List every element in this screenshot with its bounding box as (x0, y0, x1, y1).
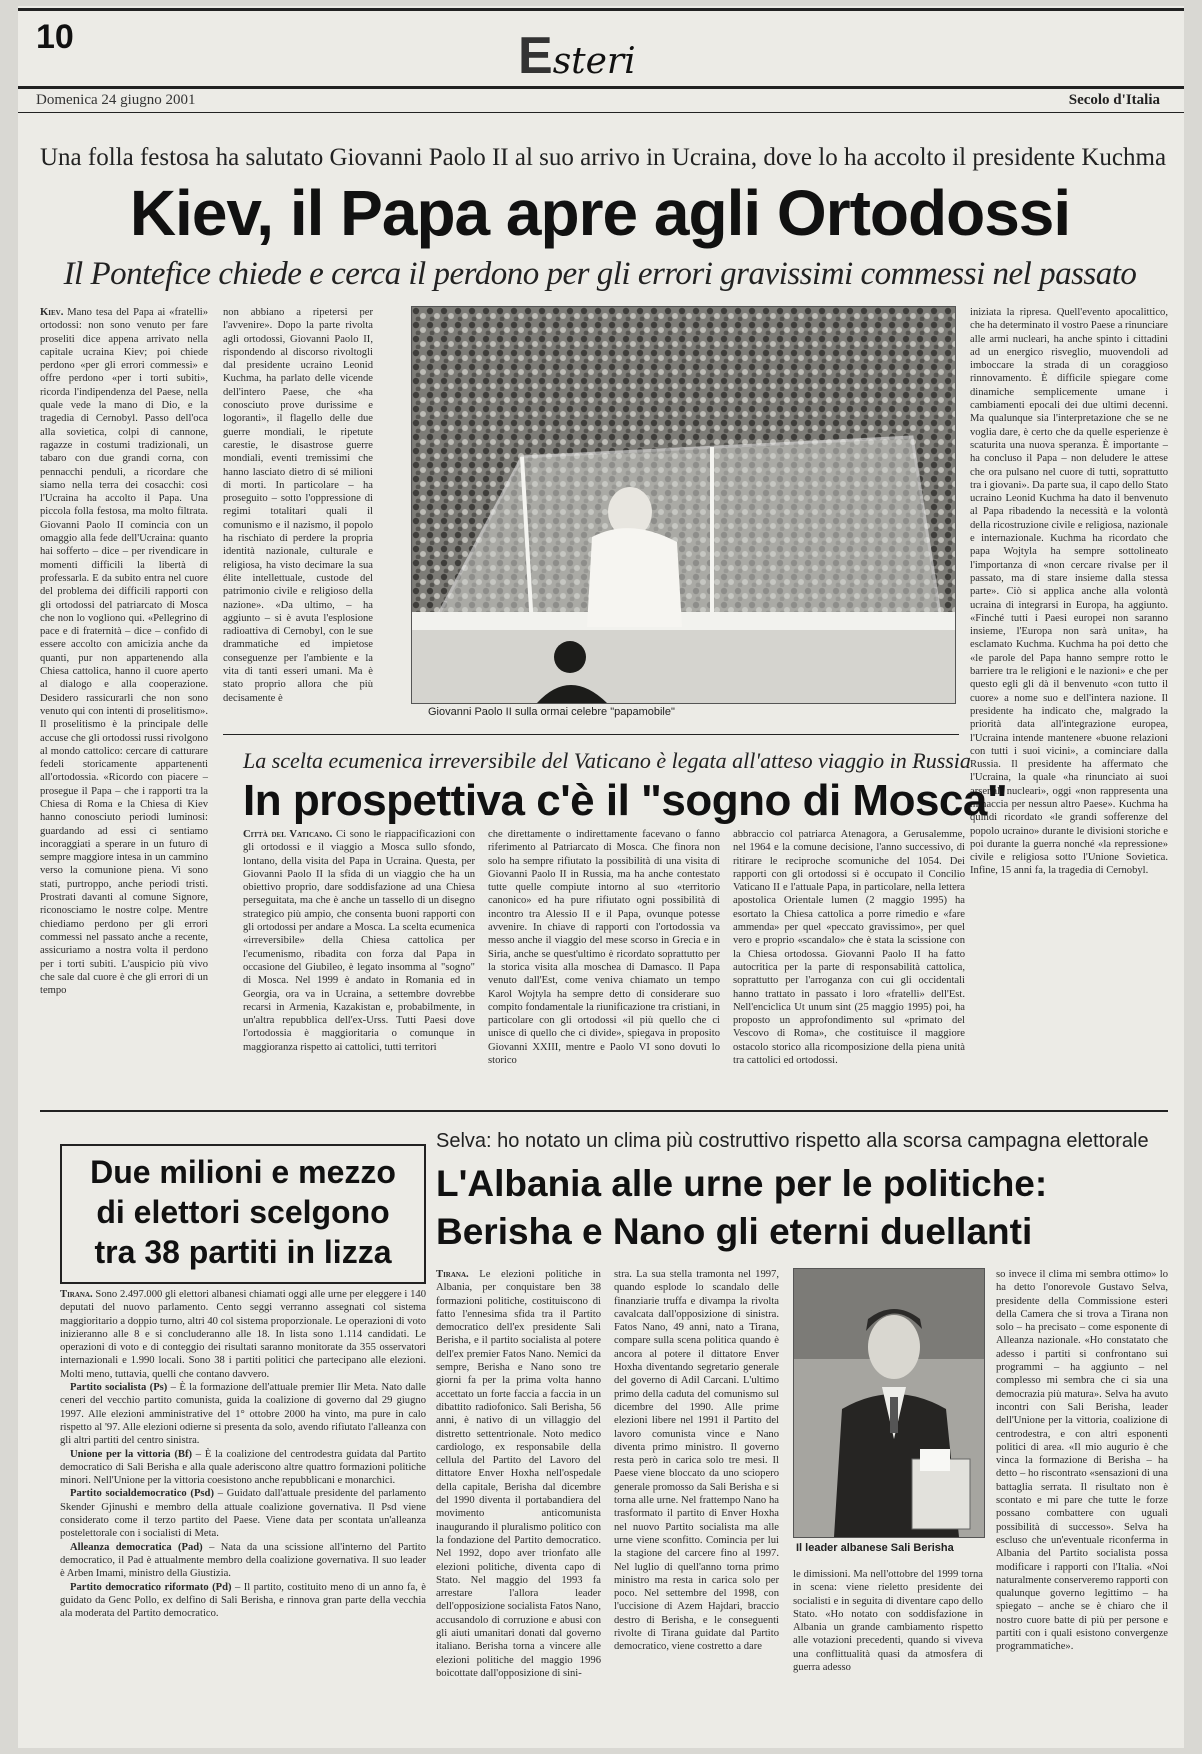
paper-name: Secolo d'Italia (1068, 92, 1160, 108)
lead-col1-text: Mano tesa del Papa ai «fratelli» ortodossi: non sono venuto per fare proseliti dice appena arrivato nella capitale ucraina Kiev; poi chiede perdono «per gli errori commessi» e offre perdono «per i torti subiti», ricorda l'indipendenza del Paese, nella quale vede la mano di Dio, e la tragedia di Cernobyl. Passo dell'oca alla sovietica, colpi di cannone, ragazze in costumi tradizionali, un tabaro con due grandi corna, con pennacchi penduli, a ricordare che siamo nella terra dei cosacchi: così l'Ucraina ha accolto il Papa. Una piccola folla festosa, ma molto filtrata. Giovanni Paolo II comincia con un omaggio alla fede dell'Ucraina: quanto hai sofferto – dice – per rivendicare in momenti difficili la libertà di professarla. E da subito entra nel cuore del problema dei difficili rapporti con gli ortodossi del patriarcato di Mosca che non lo vogliono qui. «Pellegrino di pace e di fraternità – dice – confido di essere accolto con amicizia anche da quanti, pur non appartenendo alla Chiesa cattolica, hanno il cuore aperto al dialogo e alla cooperazione. Desidero rassicurarli che non sono venuto qui con intenti di proselitismo». Il proselitismo è la principale delle accuse che gli ortodossi russi rivolgono al mondo cattolico: cercare di catturare fedeli storicamente appartenenti all'ortodossia. «Ricordo con piacere – prosegue il Papa – che i rapporti tra la Chiesa di Roma e la Chiesa di Kiev hanno conosciuto periodi luminosi: guardando ad essi ci sentiamo incoraggiati a sperare in un futuro di sempre maggiore intesa in un cammino verso la comunione piena. Vi sono stati, purtroppo, anche periodi tristi. Prostrati davanti al comune Signore, riconosciamo le nostre colpe. Mentre chiediamo perdono per gli errori commessi nel passato anche a recente, assicuriamo a nostra volta il perdono per i torti subiti. L'auspicio più vivo che sale dal cuore è che gli errori di un tempo (40, 307, 208, 997)
box-headline-line-2: di elettori scelgono (96, 1194, 390, 1230)
party-entry (60, 1448, 426, 1488)
top-rule (18, 8, 1184, 11)
albania-headline-line-2: Berisha e Nano gli eterni duellanti (436, 1211, 1033, 1252)
second-col2-text: che direttamente o indirettamente facevano o fanno riferimento al Patriarcato di Mosca. Che finora non solo ha sempre rifiutato la possibilità di una visita di Giovanni Paolo II in Russia, ma ha anche contestato tutte quelle compiute intorno al suo «territorio canonico» ed ha pure rifiutato ogni possibilità di incontro tra Alessio II e il Papa, ovunque potesse avvenire. In chiave di rapporti con l'ortodossia va messo anche il viaggio del mese scorso in Grecia e in Siria, anche se quest'ultimo è ricordato soprattutto per la storica visita alla moschea di Damasco. Il Papa venuto dall'Est, come veniva chiamato un tempo Karol Wojtyla ha sempre detto di considerare suo compito fondamentale la riunificazione tra cristiani, in particolare con gli ortodossi «il più quello che ci unisce di quello che ci divide», spiegava in proposito Giovanni XXIII, mentre e Paolo VI sono dovuti lo storico (488, 829, 720, 1067)
albania-column-1 (436, 1268, 601, 1738)
party-entry (60, 1487, 426, 1540)
second-col1-text: Ci sono le riappacificazioni con gli ortodossi e il viaggio a Mosca sullo sfondo, lontano, della visita del Papa in Ucraina. Questa, per Giovanni Paolo II la sfida di un viaggio che ha un obiettivo proprio, dare soddisfazione ad una Chiesa perseguitata, ma che è anche un tassello di un disegno strategico più ampio, che consenta buoni rapporti con gli ortodossi per andare a Mosca. La scelta ecumenica «irreversibile» della Chiesa cattolica per l'ecumenismo, ribadita con forza dal Papa in occasione del Giubileo, è legato insomma al "sogno" di Mosca. Nel 1999 è andato in Romania ed in Georgia, ora va in Ucraina, a settembre dovrebbe recarsi in Armenia, Kazakistan e, probabilmente, in un'altra repubblica dell'ex-Urss. Tutti Paesi dove l'ortodossia è maggioritaria o comunque in maggioranza rispetto ai cattolici, tutti territori (243, 829, 475, 1053)
second-headline: In prospettiva c'è il "sogno di Mosca" (243, 776, 1008, 825)
page-number: 10 (36, 18, 74, 56)
box-dateline: Tirana. (60, 1289, 93, 1300)
albania-column-4 (996, 1268, 1168, 1738)
second-column-2 (488, 828, 720, 1096)
box-intro: Sono 2.497.000 gli elettori albanesi chiamati oggi alle urne per eleggere i 140 deputati del nuovo parlamento. Cento seggi verranno assegnati col sistema maggioritario a doppio turno, altri 40 col sistema proporzionale. Le operazioni di voto inizieranno alle 8 e si concluderanno alle 18. In lista sono 1.114 candidati. Le operazioni di voto e di conteggio dei risultati saranno monitorate da 355 osservatori internazionali e 1.990 locali. Sono 38 i partiti politici che partecipano alle elezioni. Molti meno, tuttavia, quelli che contano davvero. (60, 1289, 426, 1380)
second-dateline: Città del Vaticano. (243, 829, 333, 840)
party-name: Alleanza democratica (Pad) (70, 1541, 203, 1553)
party-entry (60, 1581, 426, 1621)
albania-col4-text: so invece il clima mi sembra ottimo» lo ha detto l'onorevole Gustavo Selva, presidente della Commissione esteri della Camera che si trova a Tirana non solo – ha precisato – come esponente di Alleanza nazionale. «Ho constatato che adesso i partiti si confrontano sui programmi – ha aggiunto – nel complesso mi sembra che ci sia una democrazia più matura». Selva ha avuto incontri con Sali Berisha, leader dell'Unione per la vittoria, coalizione di centrodestra, e con altri esponenti politici di area. «Il mio augurio è che vinca la formazione di Berisha – ha detto – ho riscontrato «sensazioni di una battaglia serrata. Il risultato non è scontato e mi pare che tutte le forze possano combattere con uguali possibilità di successo». Selva ha escluso che un'eventuale riconferma in Albania del Partito socialista possa modificare i rapporti con l'Italia. «Noi naturalmente conserveremo rapporti con qualunque governo legittimo – ha spiegato – anche se è chiaro che il nostro cuore batte di più per persone e partiti con i quali esistono convergenze programmatiche». (996, 1269, 1168, 1653)
party-text: – È la coalizione del centrodestra guidata dal Partito democratico di Sali Berisha e alla quale aderiscono altre quattro formazioni politiche minori. Nell'Unione per la vittoria coesistono anche repubblicani e monarchici. (60, 1448, 426, 1487)
berisha-caption: Il leader albanese Sali Berisha (796, 1542, 954, 1554)
party-entry (60, 1381, 426, 1447)
albania-column-3 (793, 1568, 983, 1738)
lead-dateline: Kiev. (40, 307, 64, 318)
albania-headline-line-1: L'Albania alle urne per le politiche: (436, 1163, 1048, 1204)
second-col3-text: abbraccio col patriarca Atenagora, a Gerusalemme, nel 1964 e la comune decisione, l'anno successivo, di ritirare le reciproche scomuniche del 1054. Dei rapporti con gli ortodossi si è occupato il Concilio Vaticano II e l'attuale Papa, in particolare, nella lettera apostolica Orientale lumen (2 maggio 1995) ha esortato la Chiesa cattolica a porre rimedio e «fare ammenda» per quel «peccato gravissimo», per quel vero e proprio «scandalo» che è stata la scissione con la Chiesa ortodossa. Giovanni Paolo II ha fatto autocritica per la parte di responsabilità cattolica, soprattutto per l'arroganza con cui gli occidentali hanno trattato in passato i loro «fratelli» dell'Est. Nell'enciclica Ut unum sint (25 maggio 1995) poi, ha proposto un approfondimento sul «primato del Vescovo di Roma», che costituisce il maggiore ostacolo storico alla ricomposizione della piena unità tra cattolici ed ortodossi. (733, 829, 965, 1067)
party-name: Partito socialdemocratico (Psd) (70, 1488, 214, 1500)
papamobile-photo-illustration (412, 307, 955, 703)
lead-kicker: Una folla festosa ha salutato Giovanni Paolo II al suo arrivo in Ucraina, dove lo ha accolto il presidente Kuchma (40, 144, 1167, 171)
berisha-photo-illustration (794, 1269, 984, 1537)
albania-column-2 (614, 1268, 779, 1738)
party-text: – Il partito, costituito meno di un anno fa, è guidato da Genc Pollo, ex delfino di Sali Berisha, e rinnova gran parte della vecchia ala moderata del Partito democratico. (60, 1581, 426, 1620)
box-headline-line-1: Due milioni e mezzo (90, 1154, 396, 1190)
box-body (60, 1288, 426, 1738)
party-text: – Nata da una scissione all'interno del Partito democratico, il Pad è attualmente membro della coalizione governativa. Il suo leader è Arben Imami, ministro della Giustizia. (60, 1541, 426, 1580)
albania-col3-text: le dimissioni. Ma nell'ottobre del 1999 torna in scena: viene rieletto presidente dei socialisti e in seguita di diventare capo dello Stato. «Ho notato con soddisfazione in Albania un grande cambiamento rispetto alle votazioni precedenti, quando si viveva una conflittualità quasi da atmosfera di guerra adesso (793, 1569, 983, 1674)
albania-col2-text: stra. La sua stella tramonta nel 1997, quando esplode lo scandalo delle finanziarie truffa e divampa la rivolta cavalcata dall'opposizione di sinistra. Fatos Nano, 49 anni, nato a Tirana, compare sulla scena politica quando è ancora al potere il dittatore Enver Hoxha diventando segretario generale del governo di Adil Carcani. L'ultimo primo della caduta del comunismo sul dicembre del 1990. Alle prime elezioni libere nel 1991 il Partito del lavoro comunista vince e Nano diventa primo ministro. Il governo resta però in carica solo tre mesi. Il Paese viene bloccato da uno sciopero generale promosso da Sali Berisha e si torna alle urne. Nel frattempo Nano ha trasformato il partito di Enver Hoxha nel nuovo Partito socialista ma alle urne viene sconfitto. Comincia per lui la stagione del carcere fino al 1997. Nel luglio di quell'anno torna primo ministro ma resta in carica solo per poco. Nel settembre del 1998, con l'uccisione di Azem Hajdari, braccio destro di Berisha, e le conseguenti rivolte di Tirana guidate dal Partito democratico, viene costretto a dare (614, 1269, 779, 1653)
lead-subhead: Il Pontefice chiede e cerca il perdono per gli errori gravissimi commessi nel passato (63, 256, 1137, 292)
newspaper-page (18, 6, 1184, 1748)
albania-kicker: Selva: ho notato un clima più costruttivo rispetto alla scorsa campagna elettorale (436, 1130, 1149, 1152)
lead-column-3 (970, 306, 1168, 1081)
lead-column-2 (223, 306, 373, 726)
lower-section-rule (40, 1110, 1168, 1112)
papamobile-caption: Giovanni Paolo II sulla ormai celebre "papamobile" (428, 706, 675, 718)
party-text: – Guidato dall'attuale presidente del parlamento Skender Gjinushi e membro della attuale coalizione governativa. Il Psd viene considerato come il terzo partito del Paese. Viene data per scontata un'alleanza postelettorale con i socialisti di Meta. (60, 1488, 426, 1540)
lead-col3-text: iniziata la ripresa. Quell'evento apocalittico, che ha determinato il vostro Paese a rinunciare alle armi nucleari, ha anche spinto i cittadini ad un energico risveglio, muovendoli ad imboccare la strada di un coraggioso rinnovamento. È difficile spiegare come dinamiche semplicemente umane i cambiamenti epocali dei due ultimi decenni. Ma qualunque sia l'interpretazione che se ne voglia dare, è certo che da quelle esperienze è scaturita una nuova speranza. È importante – ha concluso il Papa – non deludere le attese che ora pulsano nel cuore di tutti, soprattutto tra i giovani». Da parte sua, il capo dello Stato ucraino Leonid Kuchma ha dato il benvenuto al Papa ribadendo la necessità e la volontà della ricostruzione civile e religiosa, nazionale e internazionale. Kuchma ha ricordato che papa Wojtyla ha sempre sottolineato l'importanza di «non cercare rivalse per il passato, ma di stare insieme dalla stessa parte». Ciò si applica anche alla volontà ucraina di integrarsi in Europa, ha aggiunto. «Finché tutti i Paesi europei non saranno insieme, l'Europa non sarà unita», ha esclamato Kuchma. Kuchma ha poi detto che «le parole del Papa hanno sempre rotto le barriere tra le religioni e le nazioni» e che per questo egli gli dà il benvenuto «con tutto il cuore» a nome suo e dell'intera nazione. Il presidente ha indicato che, malgrado la priorità data all'integrazione europea, l'Ucraina intende mantenere «buone relazioni con tutti i suoi vicini», a cominciare dalla Russia. Il presidente ha affermato che l'Ucraina, la quale «ha rinunciato ai suoi arsenali nucleari», oggi «non rappresenta una minaccia per nessun altro Paese». Kuchma ha quindi ricordato «le grandi sofferenze del popolo ucraino» durante le divisioni storiche e poi durante la guerra nonché «la repressione» civile e religiosa sotto l'Unione Sovietica. Infine, 15 anni fa, la tragedia di Cernobyl. (970, 307, 1168, 877)
party-text: – È la formazione dell'attuale premier Ilir Meta. Nato dalle ceneri del vecchio partito comunista, guida la coalizione di governo dal 29 giugno 1997. Alle elezioni amministrative del 1° ottobre 2000 ha vinto, ma pure in calo rispetto al '97. Alle elezioni odierne si presenta da solo, avendo rifiutato l'alleanza con gli altri partiti del centro sinistra. (60, 1382, 426, 1447)
box-headline (60, 1144, 426, 1284)
section-initial: E (518, 27, 553, 85)
party-name: Partito socialista (Ps) (70, 1382, 168, 1394)
papamobile-photo (411, 306, 956, 704)
issue-date: Domenica 24 giugno 2001 (36, 92, 196, 108)
party-name: Unione per la vittoria (Bf) (70, 1448, 192, 1460)
second-column-3 (733, 828, 965, 1096)
section-title (518, 26, 636, 86)
albania-headline (436, 1160, 1176, 1256)
lead-column-1 (40, 306, 208, 1096)
lead-headline: Kiev, il Papa apre agli Ortodossi (129, 177, 1071, 249)
albania-dateline: Tirana. (436, 1269, 469, 1280)
party-name: Partito democratico riformato (Pd) (70, 1581, 232, 1593)
berisha-photo (793, 1268, 985, 1538)
second-story-rule (223, 734, 959, 735)
second-kicker: La scelta ecumenica irreversibile del Vaticano è legata all'atteso viaggio in Russia (243, 748, 971, 773)
lead-col2-text: non abbiano a ripetersi per l'avvenire». Dopo la parte rivolta agli ortodossi, Giovanni Paolo II, rispondendo al discorso rivoltogli dal presidente ucraino Leonid Kuchma, ha parlato delle vicende dell'intero Paese, che «ha conosciuto prove durissime e logoranti», il flagello delle due guerre mondiali, le ripetute carestie, le disastrose guerre mondiali, eventi tremissimi che hanno lasciato dietro di sé milioni di morti. In particolare – ha proseguito – sotto l'oppressione di regimi totalitari quali il comunismo e il nazismo, il popolo ha rischiato di perdere la propria identità nazionale, culturale e religiosa, ha visto decimare la sua élite intellettuale, custode del patrimonio civile e religioso della nazione». «Da ultimo, – ha aggiunto – si è avuta l'esplosione radioattiva di Cernobyl, con le sue drammatiche ed impietose conseguenze per l'ambiente e la vita di tanti esseri umani. Ma è stato proprio allora che più decisamente è (223, 307, 373, 704)
masthead-rule (18, 86, 1184, 89)
masthead-thin-rule (18, 112, 1184, 113)
box-headline-line-3: tra 38 partiti in lizza (94, 1234, 392, 1270)
section-rest: steri (552, 41, 636, 82)
second-column-1 (243, 828, 475, 1096)
party-entry (60, 1541, 426, 1581)
albania-col1-text: Le elezioni politiche in Albania, per conquistare ben 38 formazioni politiche, costituiscono di fatto l'ennesima sfida tra il Partito democratico dell'ex presidente Sali Berisha, e il partito socialista al potere dell'ex premier Fatos Nano. Nemici da sempre, Berisha e Nano sono tre giorni fa per la prima volta hanno accettato un forte faccia a faccia in un dibattito radiofonico. Sali Berisha, 56 anni, è nativo di un villaggio del distretto settentrionale. Noto medico cardiologo, ex responsabile della cellula del Partito del Lavoro del dittatore Enver Hoxha nell'ospedale della capitale, Berisha dal dicembre del 1990 diventa il portabandiera del movimento anticomunista inaugurando il pluralismo politico con la fondazione del Partito democratico. Nel 1992, dopo aver trionfato alle elezioni politiche, diventa capo di Stato. Nel maggio del 1993 fa arrestare l'allora leader dell'opposizione socialista Fatos Nano, accusandolo di corruzione e abusi con gli aiuti umanitari donati dal governo italiano. Berisha torna a vincere alle elezioni politiche del maggio 1996 boicottate dall'opposizione di sini- (436, 1269, 601, 1679)
